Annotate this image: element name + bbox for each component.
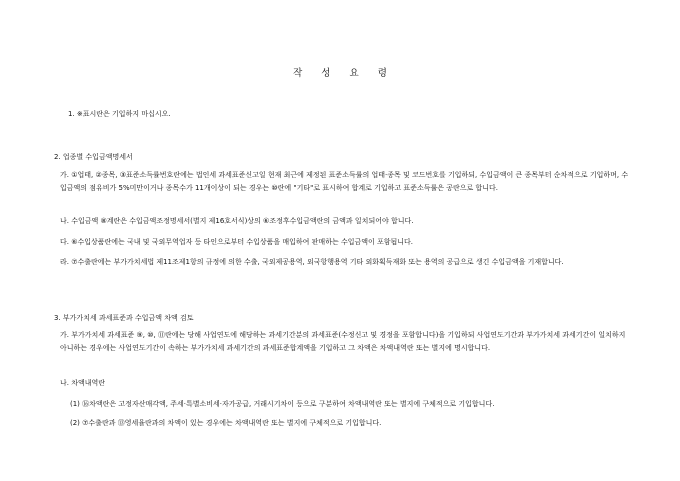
section-2-item-na: 나. 수입금액 ⑧계란은 수입금액조정명세서(별지 제16호서식)상의 ⑥조정후수입금액란의 금액과 일치되어야 합니다. (60, 217, 414, 225)
section-3-item-na: 나. 차액내역란 (60, 379, 106, 387)
item-1: 1. ※표시란은 기입하지 마십시오. (68, 110, 171, 118)
section-3-heading: 3. 부가가치세 과세표준과 수입금액 차액 검토 (54, 314, 194, 322)
section-3-sub-1: (1) ⑯차액란은 고정자산매각액, 주세·특별소비세·자가공급, 거래시기차이 등으로 구분하여 차액내역란 또는 별지에 구체적으로 기입합니다. (70, 400, 495, 408)
document-title: 작 성 요 령 (293, 68, 387, 79)
section-3-item-ga: 가. 부가가치세 과세표준 ⑨, ⑩, ⑪란에는 당해 사업연도에 해당하는 과세기간분의 과세표준(수정신고 및 경정을 포함합니다)을 기입하되 사업연도기간과 부가가치세 과세기간이 일치하지 아니하는 경우에는 사업연도기간이 속하는 부가가치세 과세기간의 과세표준합계액을 기입하고 그 차액은 차액내역란 또는 별지에 명시합니다. (60, 331, 626, 352)
section-2-heading: 2. 업종별 수입금액명세서 (54, 153, 133, 161)
section-2-item-ga: 가. ①업태, ②종목, ③표준소득률번호란에는 법인세 과세표준신고일 현재 최근에 제정된 표준소득률의 업태·종목 및 코드번호를 기입하되, 수입금액이 큰 종목부터 순차적으로 기입하며, 수입금액의 점유비가 5%미만이거나 종목수가 11개이상이 되는 경우는 ⑩란에 "기타"로 표시하여 합계로 기입하고 표준소득률은 공란으로 합니다. (60, 171, 629, 192)
section-2-item-ra: 라. ⑦수출란에는 부가가치세법 제11조제1항의 규정에 의한 수출, 국외제공용역, 외국항행용역 기타 외화획득재화 또는 용역의 공급으로 생긴 수입금액을 기재합니다. (60, 258, 564, 266)
section-2-item-da: 다. ⑥수입상품란에는 국내 및 국외무역업자 등 타인으로부터 수입상품을 매입하여 판매하는 수입금액이 포함됩니다. (60, 238, 414, 246)
section-3-sub-2: (2) ⑦수출란과 ⑬영세율란과의 차액이 있는 경우에는 차액내역란 또는 별지에 구체적으로 기입합니다. (70, 419, 382, 427)
